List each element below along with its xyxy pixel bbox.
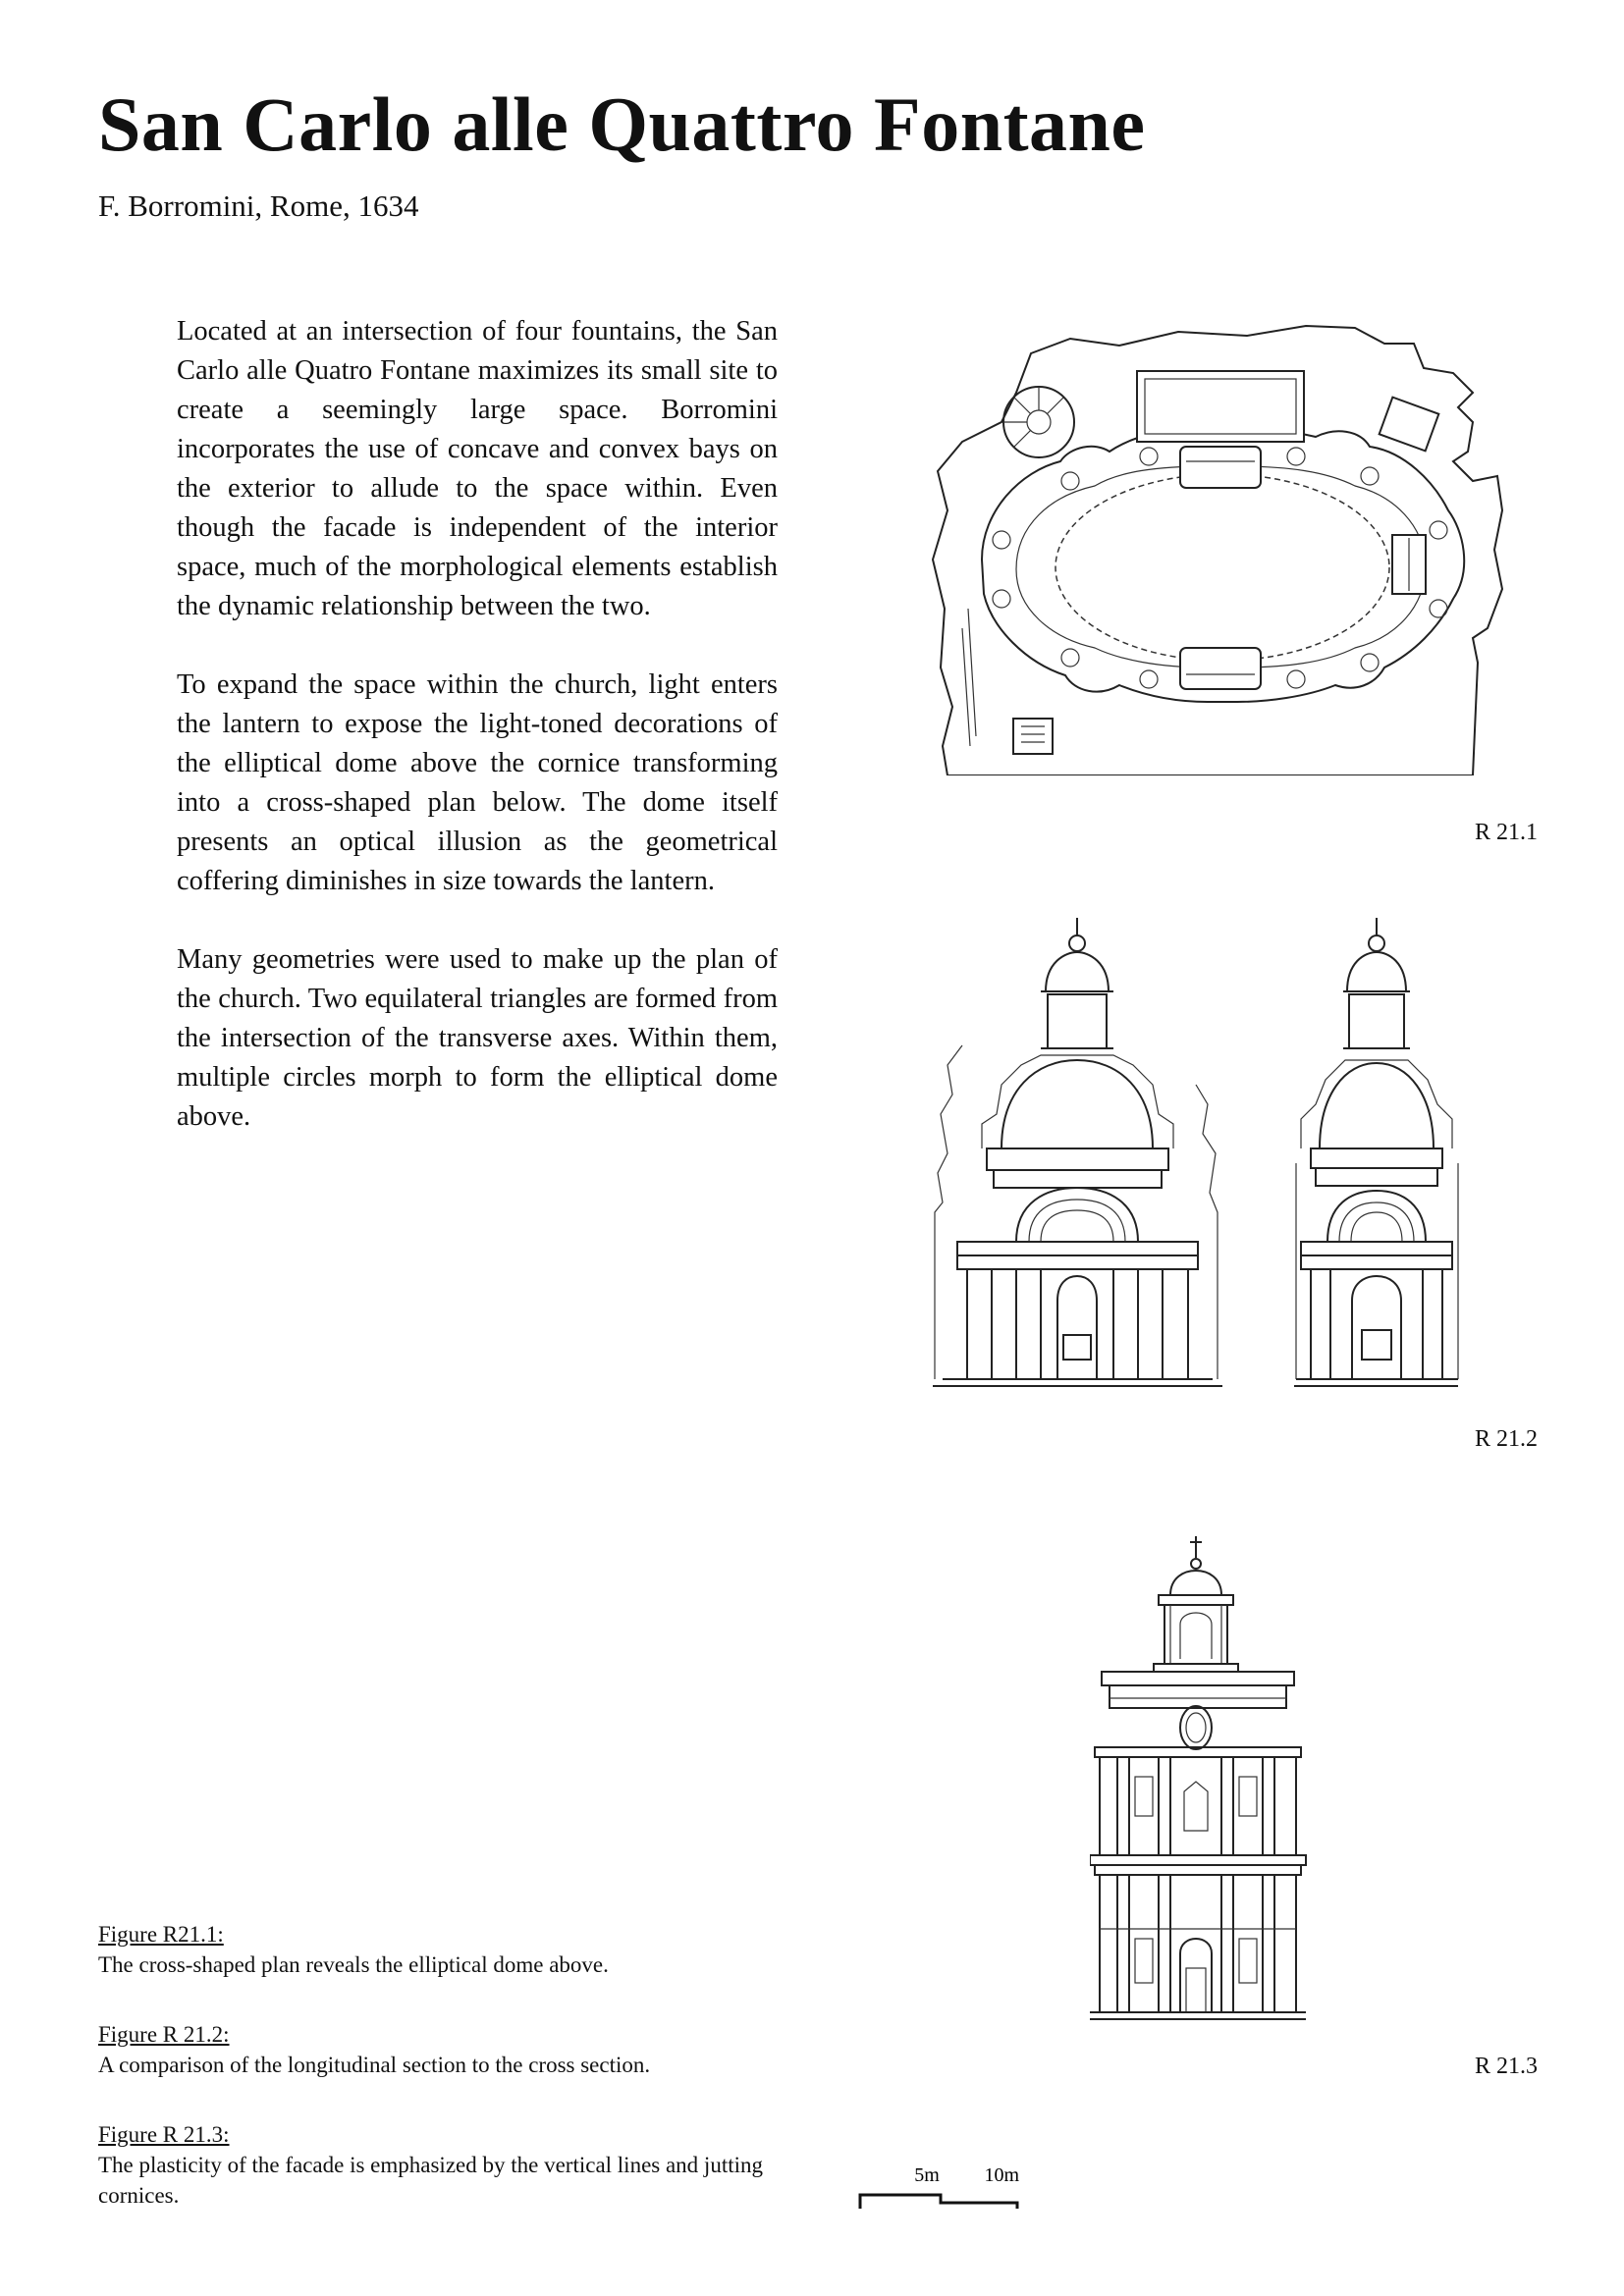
caption-label: Figure R21.1: bbox=[98, 1922, 224, 1947]
sections-drawing bbox=[923, 918, 1532, 1389]
paragraph: Many geometries were used to make up the plan of the church. Two equilateral triangles are formed from the intersection of the transverse axes. Within them, multiple circles morph to form the elliptical dome above. bbox=[177, 944, 778, 1132]
facade-drawing bbox=[1090, 1536, 1316, 2027]
page-title: San Carlo alle Quattro Fontane bbox=[98, 81, 1146, 167]
caption-label: Figure R 21.3: bbox=[98, 2122, 230, 2147]
figure-captions bbox=[98, 1919, 805, 2250]
scale-bar bbox=[852, 2160, 1029, 2218]
figure-ref-r21-3: R 21.3 bbox=[1474, 2054, 1538, 2079]
scale-label-10m: 10m bbox=[984, 2164, 1019, 2186]
scale-label-5m: 5m bbox=[914, 2164, 940, 2186]
cross-section bbox=[1294, 918, 1458, 1386]
longitudinal-section bbox=[933, 918, 1222, 1386]
caption-label: Figure R 21.2: bbox=[98, 2022, 230, 2047]
figure-ref-r21-2: R 21.2 bbox=[1474, 1426, 1538, 1452]
caption bbox=[98, 1919, 805, 1980]
paragraph: Located at an intersection of four fountains, the San Carlo alle Quatro Fontane maximizes its small site to create a seemingly large space. Borromini incorporates the use of concave and convex bays on the exterior to allude to the space within. Even though the facade is independent of the interior space, much of the morphological elements establish the dynamic relationship between the two. bbox=[177, 316, 778, 621]
body-text bbox=[177, 312, 778, 1176]
caption-text: The plasticity of the facade is emphasized by the vertical lines and jutting cornices. bbox=[98, 2153, 763, 2208]
figure-ref-r21-1: R 21.1 bbox=[1474, 820, 1538, 845]
plan-drawing bbox=[923, 314, 1532, 775]
caption bbox=[98, 2019, 805, 2080]
page-subtitle: F. Borromini, Rome, 1634 bbox=[98, 188, 419, 223]
caption-text: A comparison of the longitudinal section to the cross section. bbox=[98, 2053, 651, 2077]
caption-text: The cross-shaped plan reveals the elliptical dome above. bbox=[98, 1952, 609, 1977]
paragraph: To expand the space within the church, light enters the lantern to expose the light-toned decorations of the elliptical dome above the cornice transforming into a cross-shaped plan below. The dome itself presents an optical illusion as the geometrical coffering diminishes in size towards the lantern. bbox=[177, 669, 778, 896]
caption bbox=[98, 2119, 805, 2211]
